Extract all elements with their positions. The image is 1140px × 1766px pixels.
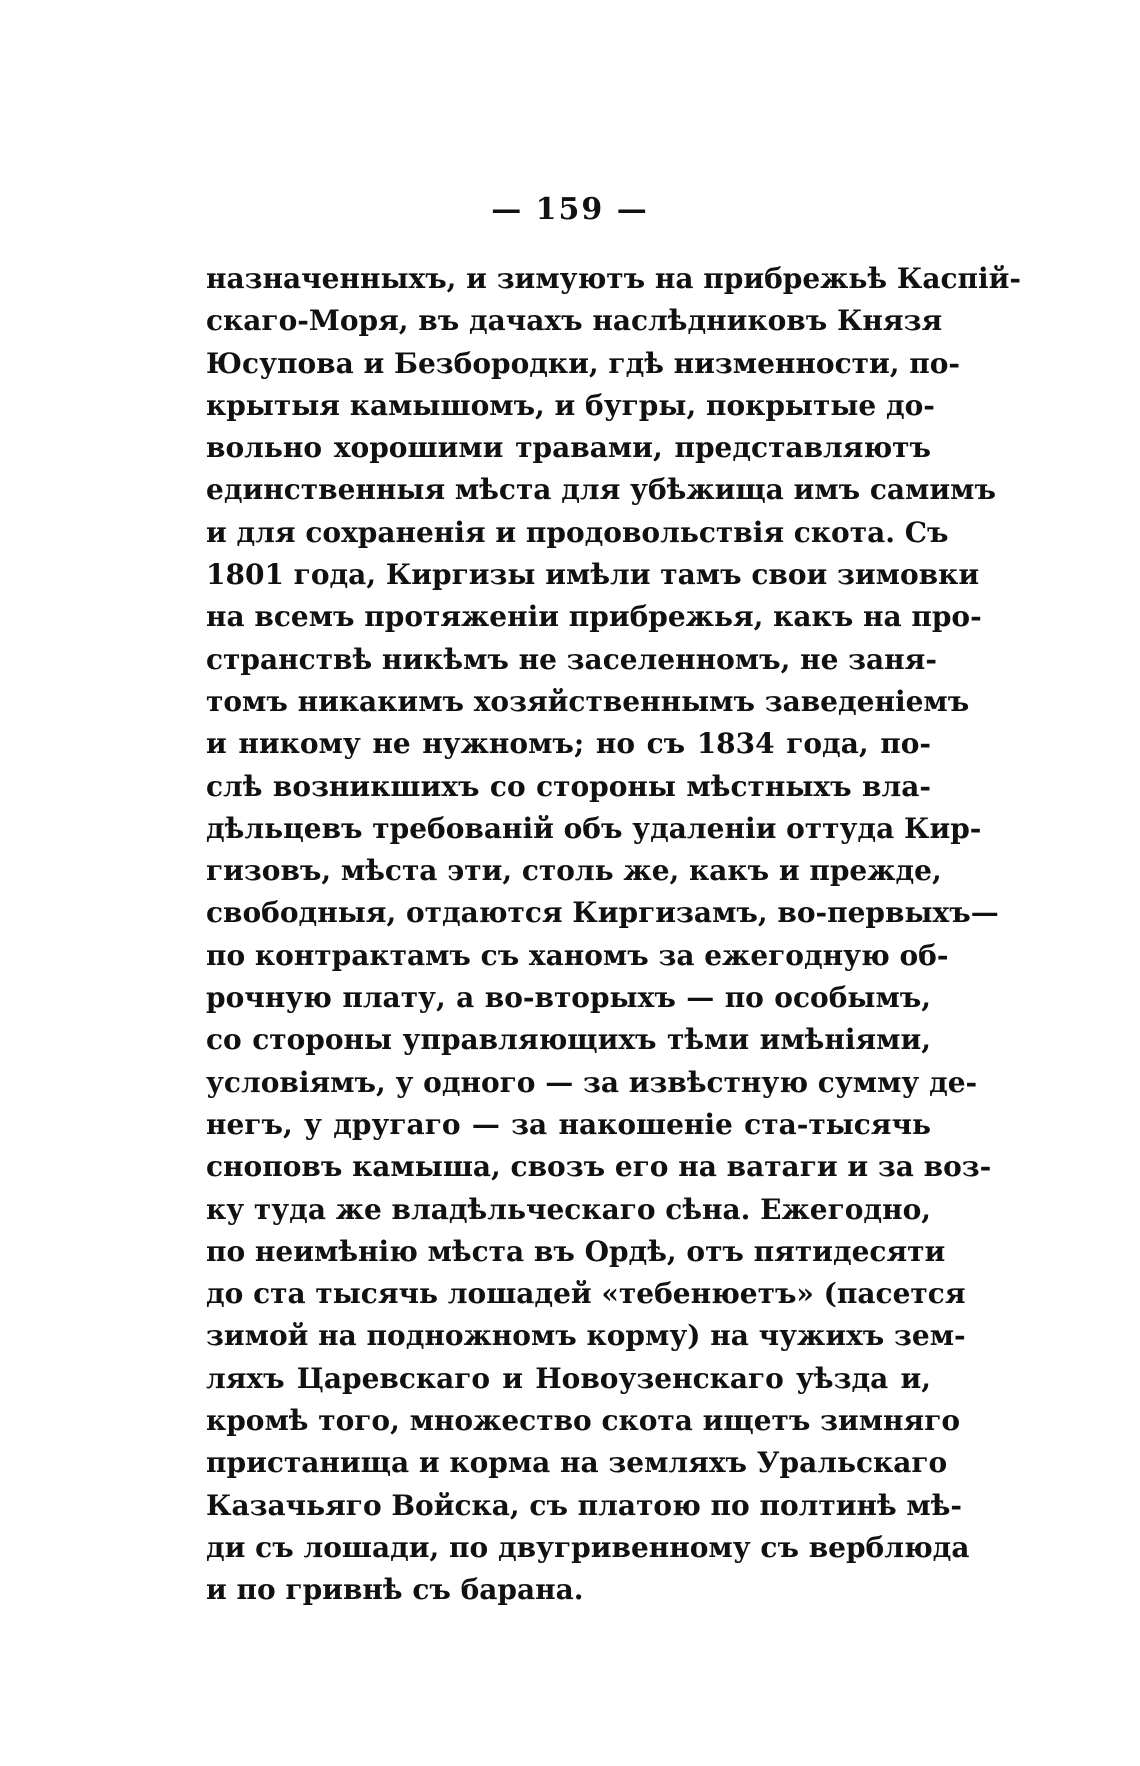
text-line: негъ, у другаго — за накошеніе ста-тысячь: [206, 1107, 931, 1141]
text-line: сноповъ камыша, свозъ его на ватаги и за воз-: [206, 1150, 992, 1184]
text-line: со стороны управляющихъ тѣми имѣніями,: [206, 1023, 931, 1057]
text-line: кромѣ того, множество скота ищетъ зимняго: [206, 1404, 961, 1438]
text-line: странствѣ никѣмъ не заселенномъ, не заня-: [206, 642, 937, 676]
text-line: ку туда же владѣльческаго сѣна. Ежегодно,: [206, 1192, 932, 1226]
text-line: назначенныхъ, и зимуютъ на прибрежьѣ Каспій-: [206, 262, 1022, 295]
text-line: и никому не нужномъ; но съ 1834 года, по-: [206, 727, 931, 761]
text-line: и для сохраненія и продовольствія скота. Съ: [206, 515, 949, 549]
text-line: гизовъ, мѣста эти, столь же, какъ и прежде,: [206, 854, 942, 888]
text-line: до ста тысячь лошадей «тебенюетъ» (пасется: [206, 1277, 966, 1311]
text-line: и по гривнѣ съ барана.: [206, 1573, 584, 1607]
text-line: свободныя, отдаются Киргизамъ, во-первыхъ—: [206, 896, 999, 930]
text-line: скаго-Моря, въ дачахъ наслѣдниковъ Князя: [206, 304, 943, 338]
text-line: зимой на подножномъ корму) на чужихъ зем-: [206, 1319, 966, 1353]
text-line: слѣ возникшихъ со стороны мѣстныхъ вла-: [206, 769, 931, 803]
text-line: дѣльцевъ требованій объ удаленіи оттуда Кир-: [206, 811, 982, 845]
text-line: по неимѣнію мѣста въ Ордѣ, отъ пятидесяти: [206, 1234, 946, 1268]
text-line: пристанища и корма на земляхъ Уральскаго: [206, 1446, 948, 1480]
text-line: ляхъ Царевскаго и Новоузенскаго уѣзда и,: [206, 1361, 931, 1395]
text-line: Казачьяго Войска, съ платою по полтинѣ мѣ-: [206, 1488, 963, 1522]
text-line: единственныя мѣста для убѣжища имъ самимъ: [206, 473, 996, 507]
text-line: ди съ лошади, по двугривенному съ верблюда: [206, 1530, 970, 1564]
text-line: крытыя камышомъ, и бугры, покрытые до-: [206, 388, 935, 422]
page-number: — 159 —: [491, 192, 649, 227]
text-line: 1801 года, Киргизы имѣли тамъ свои зимовки: [206, 558, 980, 592]
text-line: условіямъ, у одного — за извѣстную сумму де-: [206, 1065, 978, 1099]
body-text: [206, 258, 1022, 1612]
text-line: Юсупова и Безбородки, гдѣ низменности, по-: [206, 346, 961, 380]
text-line: рочную плату, а во-вторыхъ — по особымъ,: [206, 981, 931, 1015]
text-line: на всемъ протяженіи прибрежья, какъ на про-: [206, 600, 982, 634]
text-line: по контрактамъ съ ханомъ за ежегодную об-: [206, 938, 949, 972]
text-line: томъ никакимъ хозяйственнымъ заведеніемъ: [206, 684, 970, 718]
text-line: вольно хорошими травами, представляютъ: [206, 431, 931, 465]
